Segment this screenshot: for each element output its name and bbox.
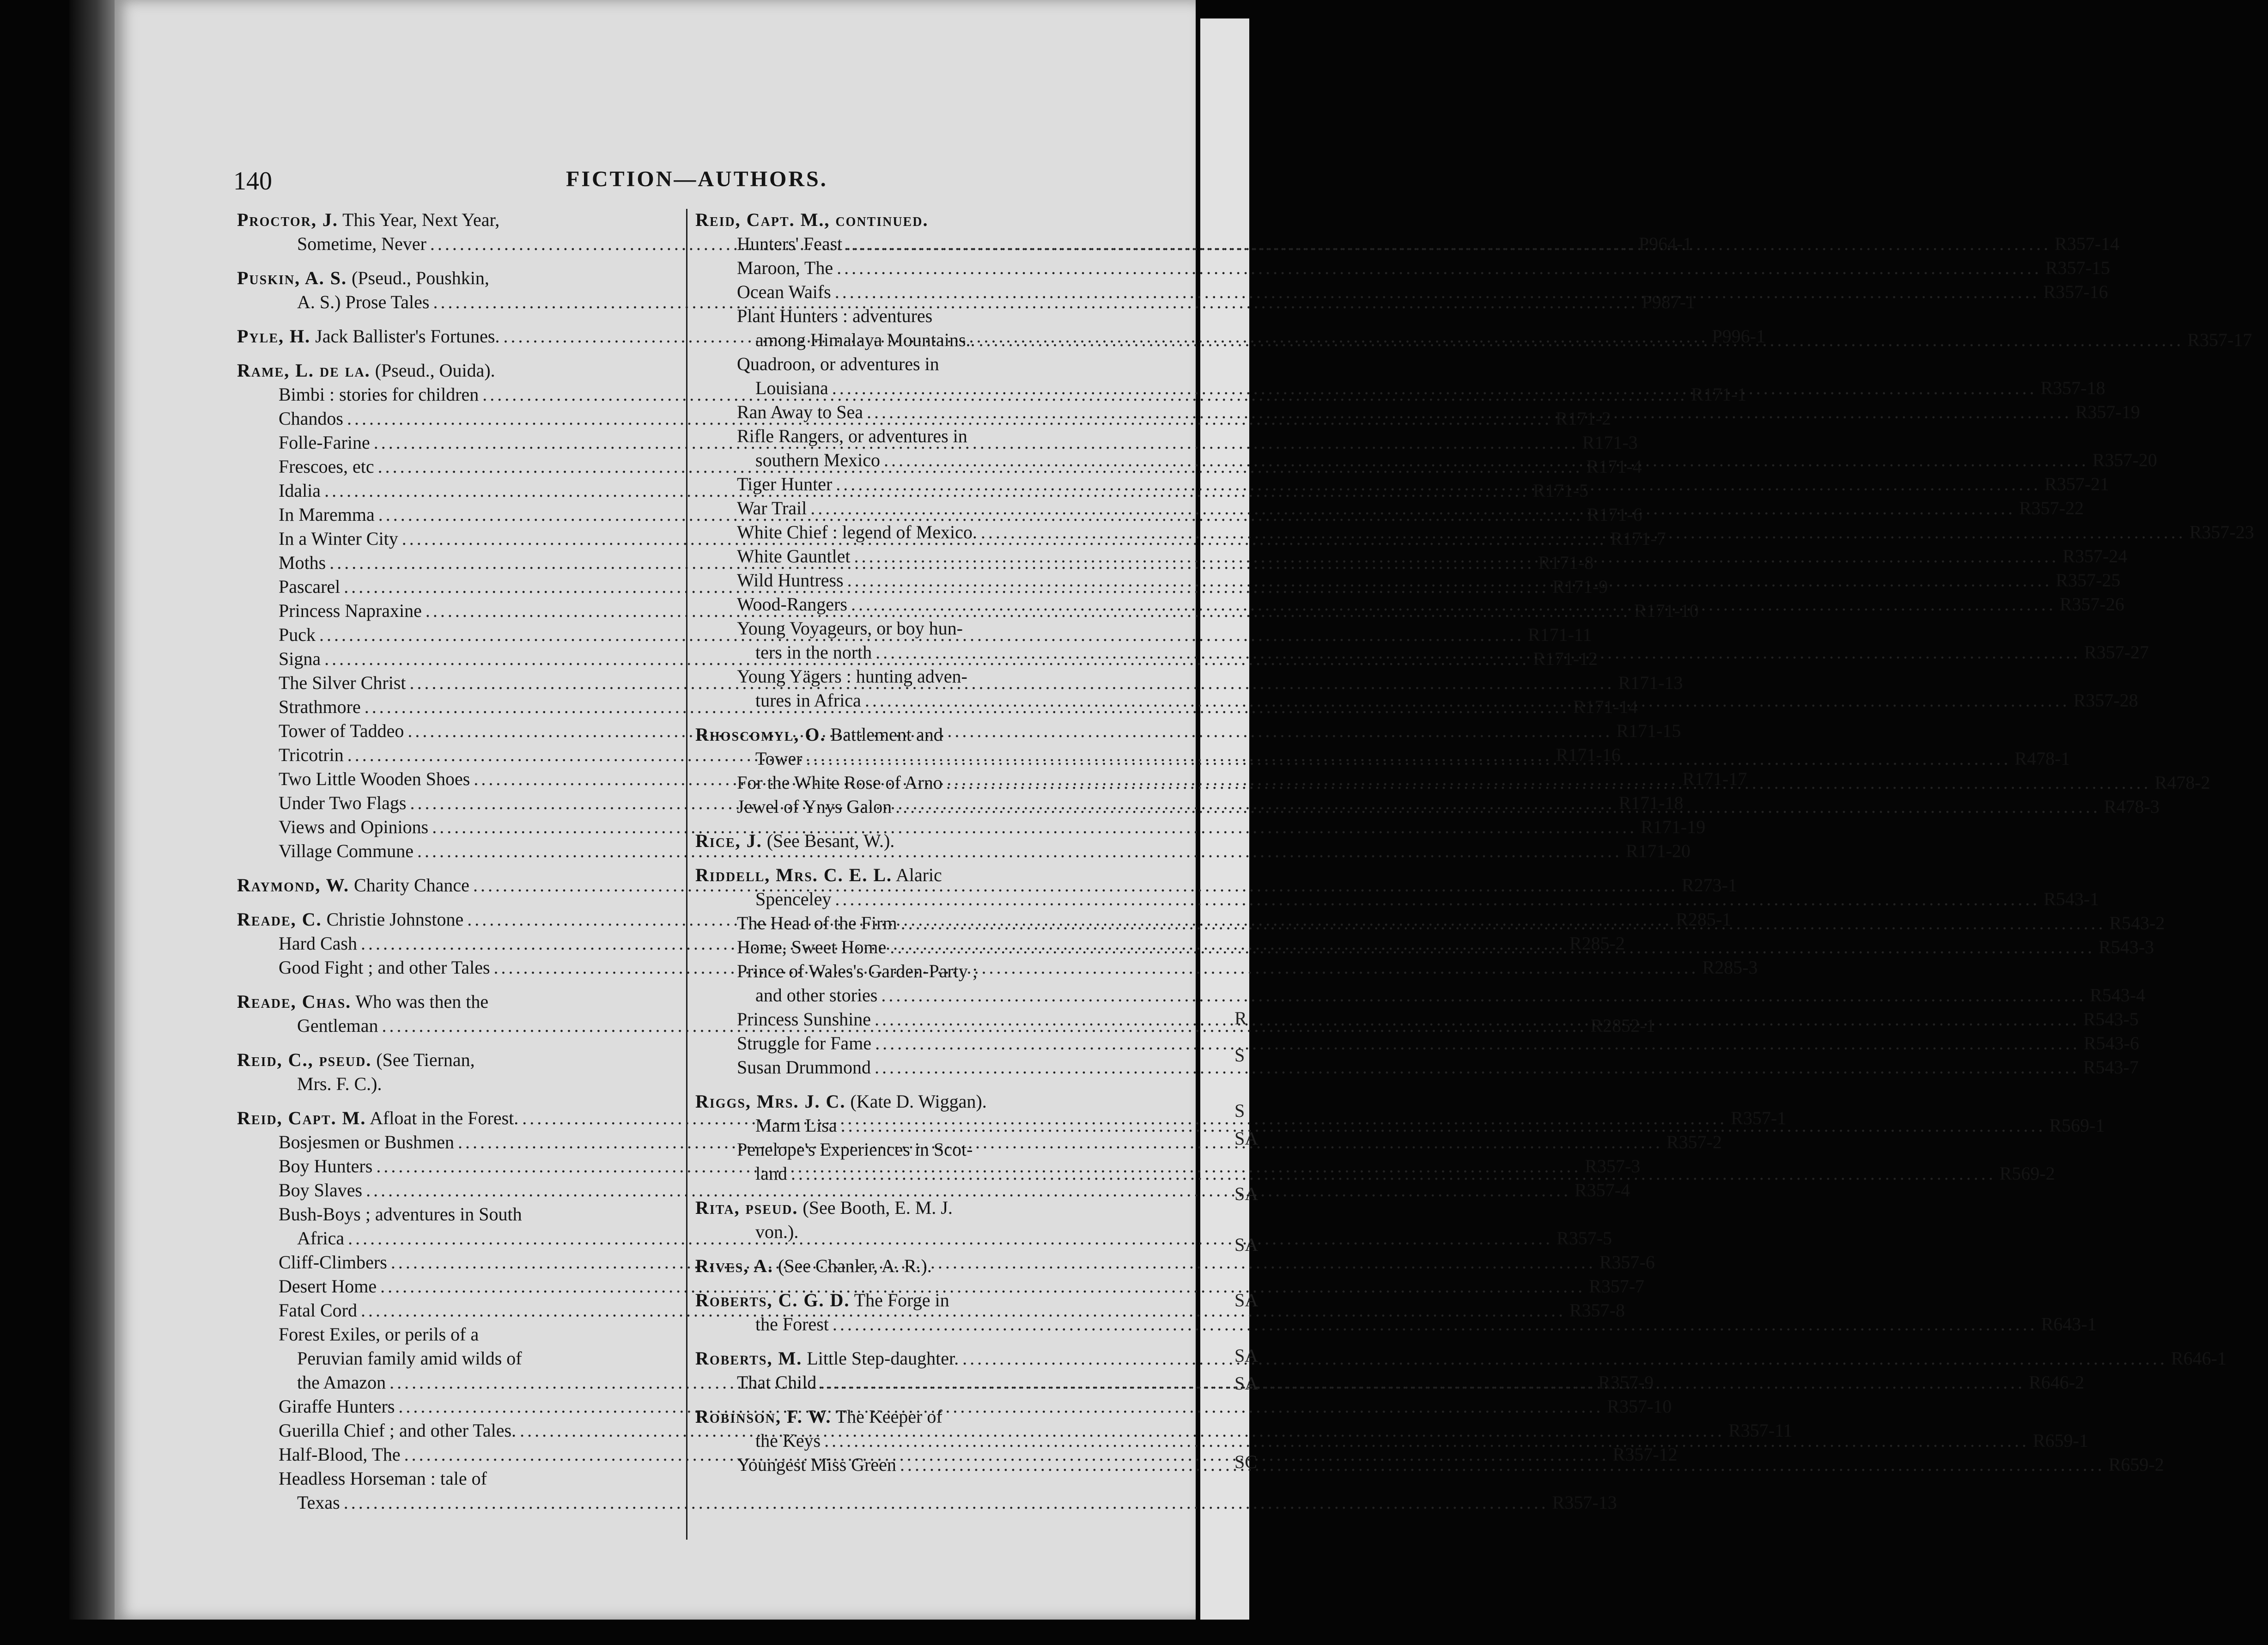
entry-line [237, 1274, 1645, 1298]
entry-title: among Himalaya Mountains.. [755, 329, 975, 350]
entry-title: Two Little Wooden Shoes [279, 768, 470, 789]
entry-title: Jewel of Ynys Galon [737, 796, 892, 817]
author-name: Pyle, H. [237, 326, 311, 347]
entry-title: Ran Away to Sea [737, 402, 863, 422]
entry-title: Desert Home [279, 1276, 377, 1297]
dot-leader [979, 328, 2183, 352]
entry-line [237, 266, 674, 290]
entry-title: A. S.) Prose Tales [297, 292, 430, 312]
entry-title: In Maremma [279, 504, 375, 525]
edge-letter: S [1234, 1045, 1245, 1066]
call-number: R543-7 [2083, 1057, 2139, 1078]
call-number: R171-14 [1573, 696, 1638, 717]
author-name: Rame, L. de la. [237, 360, 371, 381]
dot-leader [820, 1371, 2025, 1395]
call-number: R357-22 [2019, 498, 2084, 518]
entry-title: Quadroon, or adventures in [737, 353, 939, 374]
call-number: R357-18 [2040, 378, 2105, 398]
entry-line [695, 829, 1130, 853]
call-number: P996-1 [1712, 326, 1766, 347]
call-number: R646-1 [2171, 1348, 2227, 1369]
call-number: R357-24 [2062, 546, 2128, 567]
call-number: R357-28 [2073, 690, 2138, 711]
dot-leader [847, 568, 2052, 592]
call-number: R357-26 [2059, 594, 2124, 615]
author-name: Roberts, C. G. D. [695, 1290, 850, 1310]
entry-title: Roberts, M. Little Step-daughter. [695, 1348, 959, 1369]
entry-title: Idalia [279, 480, 321, 501]
entry-title: Riddell, Mrs. C. E. L. Alaric [695, 865, 942, 885]
call-number: R171-15 [1616, 720, 1681, 741]
call-number: R357-20 [2092, 450, 2157, 470]
edge-letter: SC [1234, 1451, 1257, 1472]
entry-title: Peruvian family amid wilds of [297, 1348, 522, 1369]
running-head: FICTION—AUTHORS. [566, 167, 828, 191]
entry-line [695, 887, 2099, 911]
call-number: R171-10 [1634, 600, 1699, 621]
entry-title: Youngest Miss Green [737, 1454, 896, 1475]
entry-line [695, 1196, 1130, 1220]
author-name: Reid, C., pseud. [237, 1049, 372, 1070]
entry-title: Struggle for Fame [737, 1033, 872, 1054]
entry-title: and other stories [755, 985, 878, 1005]
entry-title: Frescoes, etc [279, 456, 374, 477]
author-name: Robinson, F. W. [695, 1406, 832, 1427]
entry-line [695, 1312, 2097, 1336]
entry-line [695, 352, 1130, 376]
dot-leader [854, 544, 2059, 568]
call-number: R171-5 [1533, 480, 1589, 501]
call-number: R543-6 [2084, 1033, 2140, 1054]
call-number: R569-2 [1999, 1163, 2055, 1184]
entry-title: Boy Slaves [279, 1180, 363, 1200]
call-number: R543-3 [2098, 937, 2154, 957]
entry-title: Spenceley [755, 889, 832, 909]
entry-title: ters in the north [755, 642, 872, 663]
call-number: R646-2 [2029, 1372, 2085, 1393]
edge-letter: SA [1234, 1234, 1259, 1255]
entry-title: Moths [279, 552, 326, 573]
entry-title: Headless Horseman : tale of [279, 1468, 487, 1489]
entry-title: Prince of Wales's Garden-Party ; [737, 961, 978, 981]
entry-title: Mrs. F. C.). [297, 1073, 382, 1094]
entry-line [695, 1254, 1130, 1278]
entry-title: War Trail [737, 498, 807, 518]
entry-title: In a Winter City [279, 528, 398, 549]
entry-title: Wood-Rangers [737, 594, 847, 615]
edge-letter: S [1234, 1100, 1245, 1121]
entry-title: Texas [297, 1492, 340, 1513]
entry-line [695, 1031, 2140, 1055]
call-number: P964-1 [1638, 233, 1692, 254]
dot-leader [832, 376, 2037, 400]
column-rule [686, 209, 687, 1540]
entry-line [237, 1202, 674, 1226]
entry-title: Rives, A. (See Chanler, A. R.). [695, 1255, 932, 1276]
call-number: R171-4 [1586, 456, 1642, 477]
dot-leader [895, 795, 2100, 819]
entry-title: tures in Africa [755, 690, 861, 711]
call-number: R171-19 [1641, 816, 1706, 837]
call-number: R357-8 [1569, 1300, 1625, 1321]
entry-line [695, 1055, 2139, 1079]
entry-title: land [755, 1163, 787, 1184]
call-number: R171-20 [1626, 841, 1690, 861]
author-name: Rita, pseud. [695, 1197, 798, 1218]
entry-title: Reid, Capt. M. Afloat in the Forest. [237, 1108, 519, 1128]
dot-leader [851, 592, 2056, 616]
entry-title: Bosjesmen or Bushmen [279, 1132, 454, 1152]
dot-leader [890, 935, 2095, 959]
dot-leader [791, 1162, 1996, 1186]
dot-leader [875, 1031, 2080, 1055]
entry-title: the Keys [755, 1430, 821, 1451]
entry-line [695, 983, 2146, 1007]
book-binding [69, 0, 115, 1620]
call-number: R285-3 [1702, 957, 1758, 978]
entry-line [237, 815, 1706, 839]
call-number: R357-1 [1731, 1108, 1787, 1128]
call-number: R2852-1 [1590, 1015, 1655, 1036]
entry-title: Proctor, J. This Year, Next Year, [237, 209, 500, 230]
call-number: R171-11 [1528, 624, 1592, 645]
edge-letter: SA [1234, 1345, 1259, 1366]
entry-title: Forest Exiles, or perils of a [279, 1324, 479, 1345]
entry-title: the Forest [755, 1314, 829, 1334]
call-number: R357-15 [2045, 257, 2110, 278]
entry-title: Strathmore [279, 696, 361, 717]
entry-title: the Amazon [297, 1372, 386, 1393]
dot-leader [841, 1114, 2046, 1138]
entry-title: Young Voyageurs, or boy hun- [737, 618, 963, 639]
entry-line [695, 1090, 1130, 1114]
entry-title: Gentleman [297, 1015, 378, 1036]
call-number: R171-13 [1618, 672, 1683, 693]
call-number: R543-5 [2083, 1009, 2139, 1030]
entry-title: Reade, C. Christie Johnstone [237, 909, 464, 930]
entry-title: Rifle Rangers, or adventures in [737, 426, 967, 446]
entry-title: southern Mexico [755, 450, 880, 470]
dot-leader [881, 983, 2086, 1007]
entry-title: Hard Cash [279, 933, 357, 954]
dot-leader [946, 771, 2151, 795]
dot-leader [810, 496, 2015, 520]
entry-line [237, 1048, 674, 1072]
call-number: R273-1 [1681, 875, 1737, 896]
entry-title: Bush-Boys ; adventures in South [279, 1204, 522, 1225]
dot-leader [833, 1312, 2037, 1336]
author-name: Riddell, Mrs. C. E. L. [695, 865, 893, 885]
call-number: R285-2 [1569, 933, 1625, 954]
author-entry [695, 829, 1130, 853]
entry-title: Pyle, H. Jack Ballister's Fortunes. [237, 326, 500, 347]
entry-title: Young Yägers : hunting adven- [737, 666, 967, 687]
entry-title: Reid, C., pseud. (See Tiernan, [237, 1049, 475, 1070]
entry-title: That Child [737, 1372, 817, 1393]
call-number: R357-9 [1598, 1372, 1654, 1393]
entry-line [695, 723, 1130, 747]
entry-line [237, 1322, 674, 1346]
entry-title: Signa [279, 648, 321, 669]
entry-line [695, 616, 1130, 640]
entry-title: Robinson, F. W. The Keeper of [695, 1406, 942, 1427]
dot-leader [806, 747, 2011, 771]
dot-leader [875, 1055, 2080, 1079]
entry-line [695, 1220, 1130, 1244]
dot-leader [901, 911, 2106, 935]
call-number: R357-21 [2044, 474, 2110, 494]
entry-title: Louisiana [755, 378, 828, 398]
entry-title: Puskin, A. S. (Pseud., Poushkin, [237, 268, 489, 288]
entry-line [695, 863, 1130, 887]
author-name: Reade, C. [237, 909, 322, 930]
author-name: Riggs, Mrs. J. C. [695, 1091, 846, 1112]
call-number: R171-3 [1582, 432, 1638, 453]
entry-title: Rice, J. (See Besant, W.). [695, 830, 895, 851]
call-number: R357-16 [2043, 281, 2108, 302]
entry-title: Bimbi : stories for children [279, 384, 479, 405]
call-number: R357-19 [2075, 402, 2140, 422]
entry-title: Marm Lisa [755, 1115, 837, 1136]
call-number: R285-1 [1676, 909, 1732, 930]
call-number: R357-10 [1607, 1396, 1672, 1417]
entry-title: Princess Sunshine [737, 1009, 871, 1030]
entry-title: Tower [755, 748, 803, 769]
entry-title: The Silver Christ [279, 672, 406, 693]
call-number: R357-5 [1557, 1228, 1612, 1249]
entry-title: Susan Drummond [737, 1057, 871, 1078]
call-number: R357-3 [1585, 1156, 1641, 1176]
entry-title: Rita, pseud. (See Booth, E. M. J. [695, 1197, 953, 1218]
dot-leader [867, 400, 2072, 424]
call-number: R171-8 [1538, 552, 1594, 573]
dot-leader [884, 448, 2089, 472]
edge-letter: SA [1234, 1183, 1259, 1204]
call-number: R357-12 [1612, 1444, 1678, 1465]
entry-title: Wild Huntress [737, 570, 844, 591]
entry-title: Princess Napraxine [279, 600, 422, 621]
entry-title: von.). [755, 1221, 799, 1242]
call-number: R659-2 [2108, 1454, 2164, 1475]
dot-leader [344, 1491, 1549, 1515]
call-number: R357-27 [2084, 642, 2149, 663]
entry-title: Tricotrin [279, 744, 344, 765]
call-number: R478-1 [2014, 748, 2070, 769]
author-entry [237, 1048, 674, 1096]
entry-line [695, 1405, 1130, 1429]
author-name: Roberts, M. [695, 1348, 803, 1369]
entry-title: White Chief : legend of Mexico. [737, 522, 977, 542]
dot-leader [865, 688, 2070, 713]
call-number: R357-4 [1575, 1180, 1630, 1200]
author-entry [695, 1196, 1130, 1244]
dot-leader [837, 256, 2042, 280]
entry-line [237, 359, 674, 383]
entry-title: Guerilla Chief ; and other Tales. [279, 1420, 517, 1441]
entry-title: Puck [279, 624, 316, 645]
entry-line [695, 1288, 1130, 1312]
entry-line [237, 1467, 674, 1491]
edge-letter: SA [1234, 1290, 1259, 1310]
entry-line [695, 664, 1130, 688]
author-name: Reade, Chas. [237, 991, 352, 1012]
dot-leader [981, 520, 2186, 544]
call-number: R171-16 [1556, 744, 1621, 765]
call-number: R357-11 [1728, 1420, 1793, 1441]
entry-title: Maroon, The [737, 257, 833, 278]
dot-leader [824, 1429, 2029, 1453]
call-number: R171-6 [1587, 504, 1642, 525]
author-name: Raymond, W. [237, 875, 350, 896]
call-number: R171-7 [1610, 528, 1666, 549]
call-number: R357-25 [2055, 570, 2121, 591]
entry-title: Riggs, Mrs. J. C. (Kate D. Wiggan). [695, 1091, 987, 1112]
entry-line [237, 1346, 674, 1371]
call-number: R478-2 [2154, 772, 2210, 793]
call-number: R357-17 [2187, 329, 2252, 350]
entry-title: Views and Opinions [279, 816, 429, 837]
entry-title: Home, Sweet Home [737, 937, 887, 957]
entry-line [237, 1491, 1617, 1515]
entry-title: White Gauntlet [737, 546, 851, 567]
dot-leader [835, 887, 2040, 911]
entry-title: Penelope's Experiences in Scot- [737, 1139, 973, 1160]
call-number: R569-1 [2049, 1115, 2105, 1136]
author-name: Reid, Capt. M. [237, 1108, 366, 1128]
call-number: R659-1 [2033, 1430, 2089, 1451]
page-number: 140 [233, 167, 272, 195]
call-number: P987-1 [1642, 292, 1696, 312]
entry-title: Hunters' Feast [737, 233, 843, 254]
call-number: R543-1 [2043, 889, 2099, 909]
entry-title: Rhoscomyl, O. Battlement and [695, 724, 943, 745]
entry-line [237, 208, 674, 232]
entry-title: For the White Rose of Arno [737, 772, 942, 793]
edge-letter: SA [1234, 1128, 1259, 1149]
entry-line [237, 990, 674, 1014]
dot-leader [835, 280, 2040, 304]
entry-title: Fatal Cord [279, 1300, 357, 1321]
entry-title: Giraffe Hunters [279, 1396, 395, 1417]
entry-line [695, 959, 1130, 983]
dot-leader [962, 1346, 2167, 1371]
entry-title: The Head of the Firm [737, 913, 897, 933]
dot-leader [836, 472, 2041, 496]
scan-border [0, 1620, 1249, 1645]
entry-title: Pascarel [279, 576, 341, 597]
edge-letter: R [1234, 1008, 1247, 1029]
author-name: Rice, J. [695, 830, 762, 851]
entry-line [695, 304, 1130, 328]
dot-leader [846, 232, 2051, 256]
entry-title: Reade, Chas. Who was then the [237, 991, 489, 1012]
entry-title: Folle-Farine [279, 432, 370, 453]
entry-title: Village Commune [279, 841, 413, 861]
call-number: R357-14 [2055, 233, 2120, 254]
entry-title: Chandos [279, 408, 343, 429]
call-number: R171-1 [1691, 384, 1747, 405]
call-number: R171-2 [1556, 408, 1611, 429]
entry-title: Good Fight ; and other Tales [279, 957, 490, 978]
entry-title: Ocean Waifs [737, 281, 831, 302]
entry-title: Half-Blood, The [279, 1444, 401, 1465]
entry-title: Sometime, Never [297, 233, 426, 254]
entry-title: Tower of Taddeo [279, 720, 404, 741]
call-number: R478-3 [2104, 796, 2160, 817]
dot-leader [900, 1453, 2105, 1477]
call-number: R357-7 [1589, 1276, 1645, 1297]
call-number: R357-6 [1599, 1252, 1655, 1273]
call-number: R357-2 [1666, 1132, 1722, 1152]
entry-title: Raymond, W. Charity Chance [237, 875, 469, 896]
entry-title: Plant Hunters : adventures [737, 305, 933, 326]
edge-letter: SA [1234, 1373, 1259, 1394]
entry-title: Roberts, C. G. D. The Forge in [695, 1290, 949, 1310]
entry-title: Rame, L. de la. (Pseud., Ouida). [237, 360, 495, 381]
dot-leader [875, 1007, 2080, 1031]
call-number: R171-17 [1682, 768, 1747, 789]
entry-title: Cliff-Climbers [279, 1252, 387, 1273]
call-number: R357-13 [1552, 1492, 1617, 1513]
call-number: R171-9 [1552, 576, 1608, 597]
dot-leader [876, 640, 2080, 664]
call-number: R543-2 [2109, 913, 2165, 933]
entry-line [237, 1072, 674, 1096]
entry-title: Africa [297, 1228, 345, 1249]
entry-line [695, 1138, 1130, 1162]
entry-line [695, 256, 2110, 280]
author-name: Reid, Capt. M., continued. [695, 209, 929, 230]
call-number: R171-18 [1618, 792, 1684, 813]
entry-title: Boy Hunters [279, 1156, 373, 1176]
author-entry [695, 1254, 1130, 1278]
entry-line [695, 424, 1130, 448]
author-name: Rives, A. [695, 1255, 773, 1276]
call-number: R171-12 [1533, 648, 1598, 669]
author-name: Proctor, J. [237, 209, 338, 230]
call-number: R543-4 [2090, 985, 2146, 1005]
entry-title: Under Two Flags [279, 792, 407, 813]
call-number: R643-1 [2041, 1314, 2097, 1334]
author-name: Puskin, A. S. [237, 268, 347, 288]
author-name: Rhoscomyl, O. [695, 724, 826, 745]
call-number: R357-23 [2189, 522, 2254, 542]
entry-title: Tiger Hunter [737, 474, 833, 494]
